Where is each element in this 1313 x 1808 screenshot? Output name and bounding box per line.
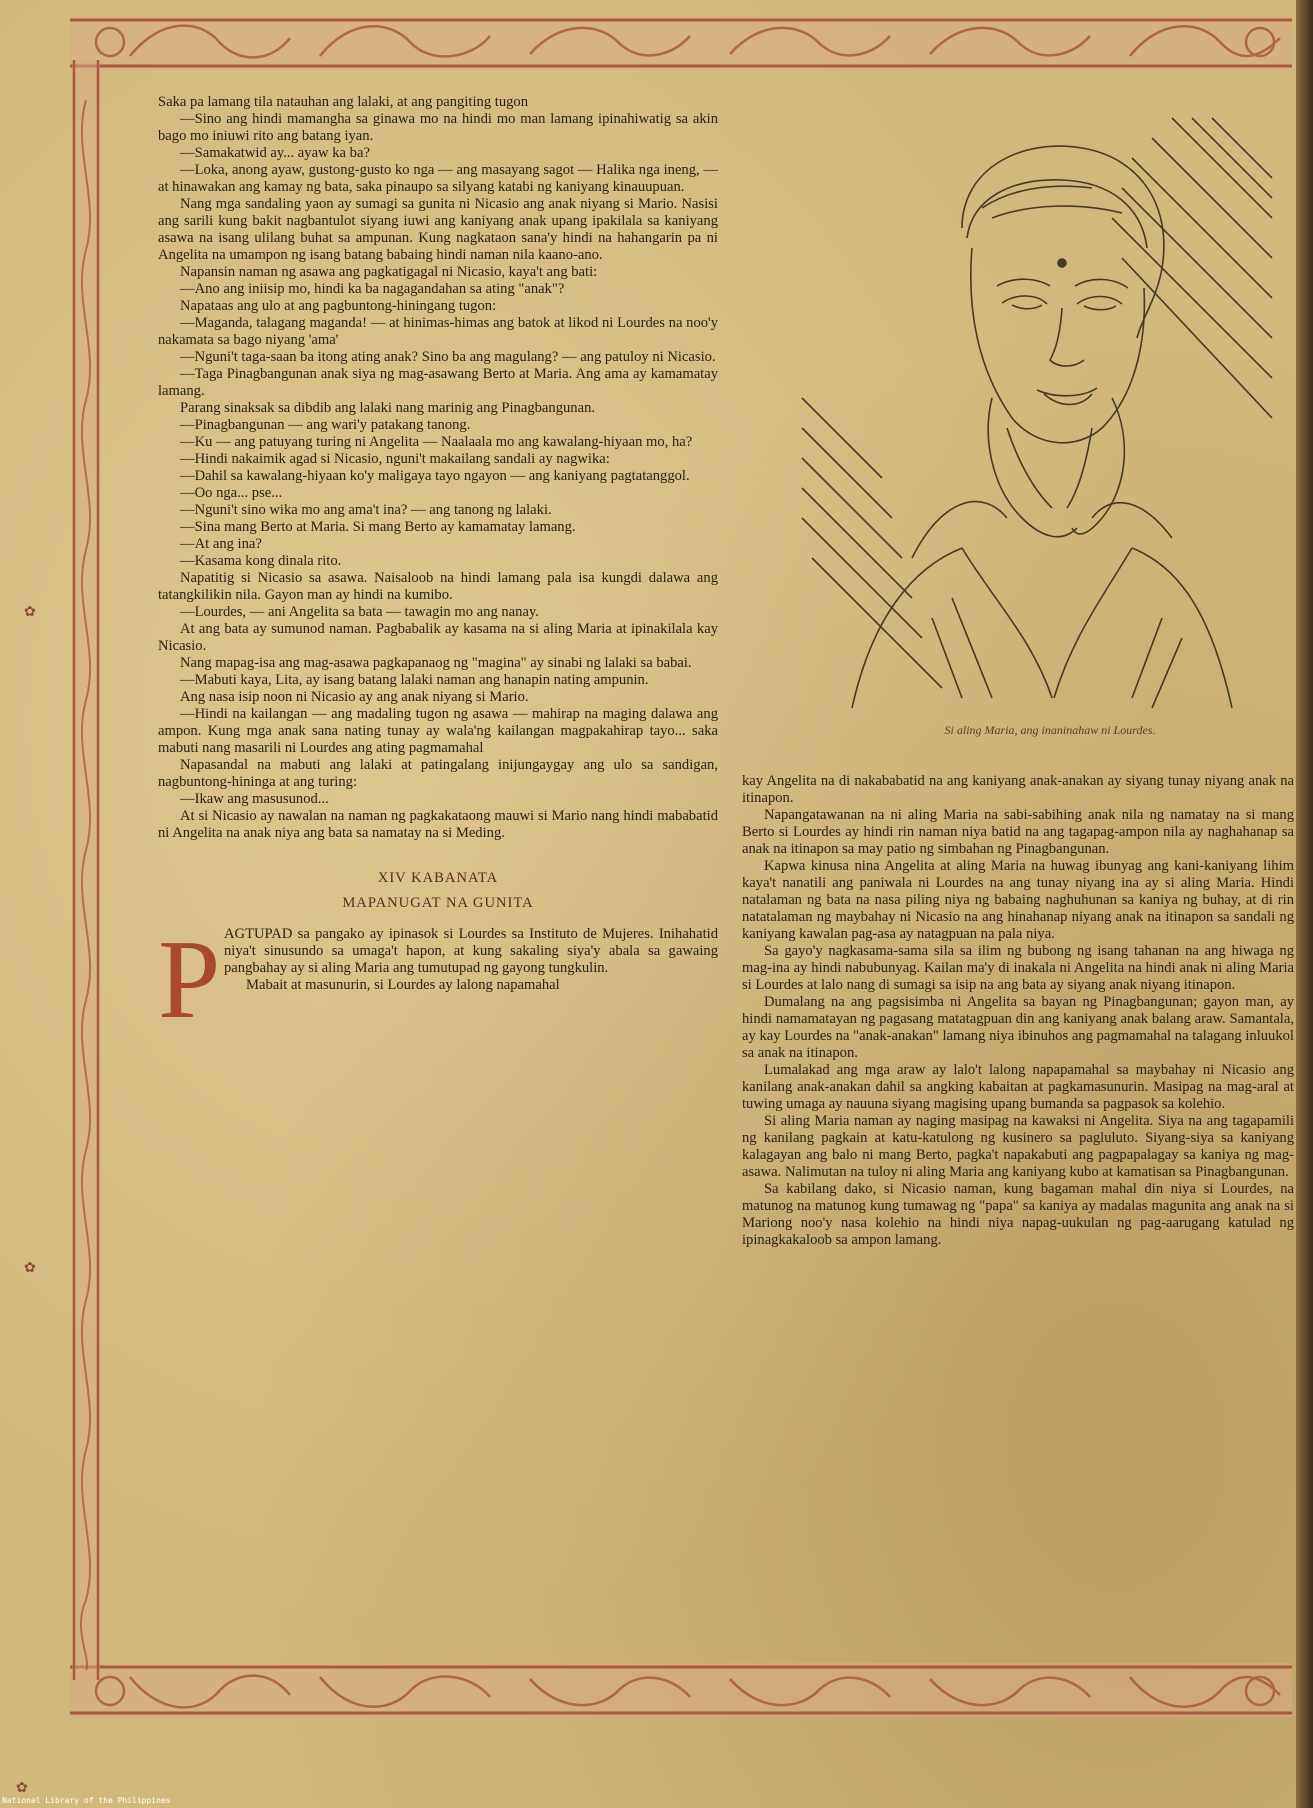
ornamental-bottom-border <box>70 1655 1292 1725</box>
chapter-subtitle: MAPANUGAT NA GUNITA <box>342 895 534 911</box>
paragraph: —Samakatwid ay... ayaw ka ba? <box>180 145 370 161</box>
paragraph: —Dahil sa kawalang-hiyaan ko'y maligaya tayo ngayon — ang kaniyang pagtatanggol. <box>180 468 690 484</box>
paragraph: —Sino ang hindi mamangha sa ginawa mo na hindi mo man lamang ipinahiwatig sa akin bago mo iniuwi rito ang batang iyan. <box>158 111 718 144</box>
chapter-opening <box>158 918 718 1042</box>
paragraph: —Hindi na kailangan — ang madaling tugon ng asawa — mahirap na maging dalawa ang ampon. Kung mga anak sana nating tunay ay wala'ng kailangan magpakahirap tayo... saka mabuti nang masarili ni Lourdes ang ating pagmamahal <box>158 706 718 756</box>
paragraph: At ang bata ay sumunod naman. Pagbabalik ay kasama na si aling Maria at ipinakilala kay Nicasio. <box>158 621 718 654</box>
library-credit: National Library of the Philippines <box>2 1796 171 1805</box>
paragraph: Parang sinaksak sa dibdib ang lalaki nang marinig ang Pinagbangunan. <box>180 400 596 416</box>
paragraph: —Sina mang Berto at Maria. Si mang Berto ay kamamatay lamang. <box>180 519 576 535</box>
paragraph: —Nguni't taga-saan ba itong ating anak? Sino ba ang magulang? — ang patuloy ni Nicasio. <box>180 349 716 365</box>
paragraph: Kapwa kinusa nina Angelita at aling Maria na huwag ibunyag ang kani-kaniyang lihim kaya't nanatili ang paniwala ni Lourdes na ang tunay niyang ina ay si aling Maria. Hindi natalaman ng bata na nasa piling niya ng babaing naghuhunan sa kaniya ng buhay, at di rin natatalaman ng maybahay ni Nicasio na ang hinahanap niyang anak na itinapon sa sandali ng kaniyang kawalan pag-asa ay natagpuan na pala niya. <box>742 858 1294 942</box>
paragraph: Lumalakad ang mga araw ay lalo't lalong napapamahal sa maybahay ni Nicasio ang kanilang anak-anakan dahil sa angking kabaitan at pagkamasunurin. Masipag na mag-aral at tuwing umaga ay nauuna siyang magising upang bumanda sa pagpasok sa kolehio. <box>742 1062 1294 1112</box>
paragraph: Napasandal na mabuti ang lalaki at patingalang inijungaygay ang ulo sa sandigan, nagbuntong-hininga at ang turing: <box>158 757 718 790</box>
paragraph: —Nguni't sino wika mo ang ama't ina? — ang tanong ng lalaki. <box>180 502 552 518</box>
paragraph: Sa kabilang dako, si Nicasio naman, kung bagaman mahal din niya si Lourdes, na matunog na matunog kung tumawag ng "papa" sa kaniya ay madalas magunita ang anak na si Mariong noo'y nasa kolehio na hindi niya napag-uukulan ng pag-aarugang katulad ng ipinagkakaloob sa ampon lamang. <box>742 1181 1294 1248</box>
portrait-illustration <box>792 98 1284 718</box>
ornamental-top-border <box>70 8 1292 78</box>
binding-mark-icon: ✿ <box>24 1260 36 1276</box>
illustration-caption: Si aling Maria, ang inaninahaw ni Lourdes. <box>944 723 1156 737</box>
paragraph: —Taga Pinagbangunan anak siya ng mag-asawang Berto at Maria. Ang ama ay kamamatay lamang. <box>158 366 718 399</box>
paragraph: —Pinagbangunan — ang wari'y patakang tanong. <box>180 417 471 433</box>
paragraph: Saka pa lamang tila natauhan ang lalaki, at ang pangiting tugon <box>158 94 529 110</box>
right-text-column <box>742 773 1294 1249</box>
paragraph: —Mabuti kaya, Lita, ay isang batang lalaki naman ang hanapin nating ampunin. <box>180 672 649 688</box>
paragraph: —Hindi nakaimik agad si Nicasio, nguni't makailang sandali ay nagwika: <box>180 451 610 467</box>
binding-mark-icon: ✿ <box>24 604 36 620</box>
paragraph: Ang nasa isip noon ni Nicasio ay ang anak niyang si Mario. <box>180 689 529 705</box>
paragraph: —Ano ang iniisip mo, hindi ka ba nagagandahan sa ating "anak"? <box>180 281 565 297</box>
paragraph: —Ku — ang patuyang turing ni Angelita — Naalaala mo ang kawalang-hiyaan mo, ha? <box>180 434 693 450</box>
paragraph: At si Nicasio ay nawalan na naman ng pagkakataong mauwi si Mario nang hindi mababatid ni Angelita na anak niya ang bata sa namatay na si Meding. <box>158 808 718 841</box>
paragraph: Napataas ang ulo at ang pagbuntong-hiningang tugon: <box>180 298 497 314</box>
paragraph: AGTUPAD sa pangako ay ipinasok si Lourdes sa Instituto de Mujeres. Inihahatid niya't sinusundo sa umaga't hapon, at kung sakaling siya'y abala sa gawaing pangbahay ay si aling Maria ang tumutupad ng gayong tungkulin. <box>224 926 718 976</box>
paragraph: —Ikaw ang masusunod... <box>180 791 329 807</box>
paragraph: Napangatawanan na ni aling Maria na sabi-sabihing anak nila ng namatay na si mang Berto si Lourdes ay hindi rin naman niya batid na ang tagapag-ampon nila ay naghahanap sa anak na itinapon sa may patio ng simbahan ng Pinagbangunan. <box>742 807 1294 857</box>
paragraph: —Oo nga... pse... <box>180 485 283 501</box>
paragraph: Napatitig si Nicasio sa asawa. Naisaloob na hindi lamang pala isa kungdi dalawa ang tatangkilikin nila. Gayon man ay hindi na kumibo. <box>158 570 718 603</box>
paragraph: Si aling Maria naman ay naging masipag na kawaksi ni Angelita. Siya na ang tagapamili ng kanilang pagkain at katu-katulong ng kusinero sa pagluluto. Siyang-siya sa kaniyang kalagayan ang balo ni mang Berto, pagka't napakabuti ang pagpapalagay sa kaniya ng mag-asawa. Nalimutan na tuloy ni aling Maria ang kaniyang kubo at kamatisan sa Pinagbangunan. <box>742 1113 1294 1180</box>
paragraph: —Loka, anong ayaw, gustong-gusto ko nga — ang masayang sagot — Halika nga ineng, — at hinawakan ang kamay ng bata, saka pinaupo sa silyang katabi ng kaniyang kinauupuan. <box>158 162 718 195</box>
paragraph: kay Angelita na di nakababatid na ang kaniyang anak-anakan ay siyang tunay niyang anak na itinapon. <box>742 773 1294 806</box>
paragraph: —Lourdes, — ani Angelita sa bata — tawagin mo ang nanay. <box>180 604 539 620</box>
paragraph: Nang mga sandaling yaon ay sumagi sa gunita ni Nicasio ang anak niyang si Mario. Nasisi ang sarili kung bakit nagbantulot siyang iuwi ang kaniyang anak upang ipakilala sa kaniyang asawa na isang ulilang buhat sa ampunan. Kung nagkataon sana'y hindi na hahangarin pa ni Angelita na umampon ng isang batang babaing hindi naman nila kaano-ano. <box>158 196 718 263</box>
paragraph: Napansin naman ng asawa ang pagkatigagal ni Nicasio, kaya't ang bati: <box>180 264 598 280</box>
page-gutter-edge <box>1296 0 1313 1808</box>
drop-cap-letter: P <box>158 918 221 1042</box>
paragraph: —At ang ina? <box>180 536 262 552</box>
paragraph: Mabait at masunurin, si Lourdes ay lalong napamahal <box>246 977 560 993</box>
paragraph: —Kasama kong dinala rito. <box>180 553 342 569</box>
binding-mark-icon: ✿ <box>16 1780 28 1796</box>
left-text-column <box>158 94 718 1042</box>
ornamental-left-border <box>68 60 104 1680</box>
paragraph: Dumalang na ang pagsisimba ni Angelita sa bayan ng Pinagbangunan; gayon man, ay hindi namamatayan ng pagasang matatagpuan din ang kaniyang anak balang araw. Samantala, ay kay Lourdes na "anak-anakan" lamang niya ibinuhos ang pagmamahal na talagang inluukol sa anak na itinapon. <box>742 994 1294 1061</box>
chapter-heading: XIV KABANATA <box>377 870 499 886</box>
paragraph: Nang mapag-isa ang mag-asawa pagkapanaog ng "magina" ay sinabi ng lalaki sa babai. <box>180 655 692 671</box>
paragraph: —Maganda, talagang maganda! — at hinimas-himas ang batok at likod ni Lourdes na noo'y nakamata sa bago niyang 'ama' <box>158 315 718 348</box>
paragraph: Sa gayo'y nagkasama-sama sila sa ilim ng bubong ng isang tahanan na ang hiwaga ng mag-ina ay hindi nabubunyag. Kailan ma'y di inakala ni Angelita na hindi anak ni aling Maria si Lourdes at lalo nang di sumagi sa isip na ang bata ay siyang anak niyang itinapon. <box>742 943 1294 993</box>
